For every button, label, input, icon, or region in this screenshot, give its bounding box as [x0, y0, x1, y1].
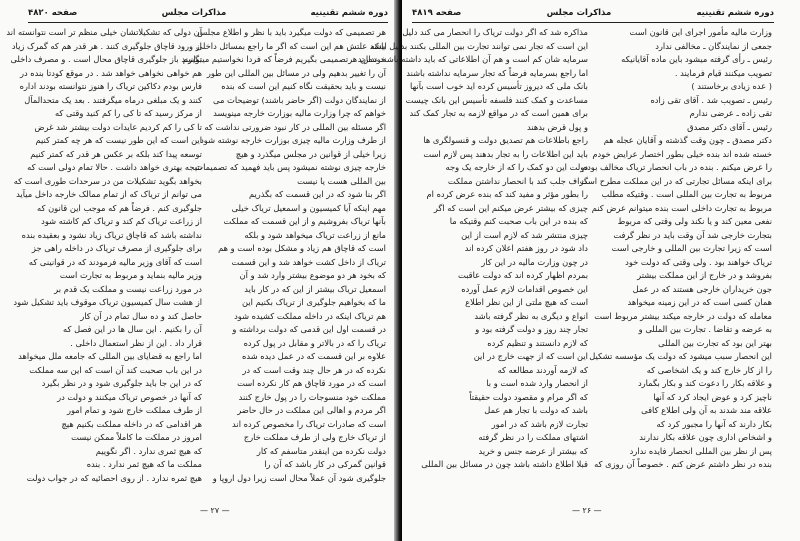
text-line: جون خریداران خارجی هستند که در عمل: [632, 283, 772, 294]
text-line: تریاک را که در بالاتر و مقابل در پول کرده: [243, 337, 386, 348]
text-line: جمعی از نمایندگان ـ مخالفی ندارد: [655, 40, 772, 51]
text-line: از انحصار وارد شده است و با: [486, 378, 588, 388]
text-line: گزاف جلب کند با انحصار نداشتن مملکت: [447, 175, 588, 186]
text-line: مذاکره شد که اگر دولت تریاک را انحصار می کند دلیل: [402, 27, 588, 37]
text-line: اگر مردم و اهالی این مملکت در حال حاضر: [237, 405, 386, 415]
text-line: مملکت ما که هیچ ثمر ندارد . بنده: [86, 459, 202, 469]
text-line: خواهم که چرا وزارت مالیه بوزارت خارجه مینویسد: [213, 108, 386, 118]
text-line: بگیرند باز جلوگیری قاچاق محال است . و مصرف داخلی: [10, 54, 202, 64]
text-line: جلوگیری شود آن عملاً محال است زیرا دول اروپا و: [212, 472, 386, 483]
text-line: نیست و باید بحقیقت نگاه کنیم این است که بنده: [221, 81, 386, 91]
text-line: فارس بودم دکاکین تریاک را هنوز نتوانسته بودند اداره: [19, 81, 202, 91]
page-header: [412, 6, 774, 20]
text-line: چیزی منتشر شد که لازم است از این: [461, 229, 588, 240]
text-line: که بنده در این باب صحبت کنم وقتیکه ما: [449, 216, 588, 226]
text-line: باشد علتش هم این است که اگر ما راجع بمسائل داخلی: [195, 40, 386, 51]
text-line: از مرکز رسید که تا کی را کم کنید وقتی که: [54, 108, 202, 118]
text-line: هر اقدامی که در داخله مملکت بکنیم هیچ: [61, 418, 202, 429]
text-line: اما راجع بسرمایه فرضاً که تجار سرمایه نداشته باشند: [406, 67, 588, 78]
text-line: مربوط به تجارت داخلی است بنده میتوانم عرض کنم: [591, 202, 772, 213]
header-page-number: صفحه ۴۸۲۰: [28, 8, 78, 18]
text-line: حاصل کند و ده سال تمام در آن کار: [80, 310, 202, 321]
text-column-right: [579, 26, 772, 496]
text-line: بخواهد بگوید تشکیلات من در سرحدات طوری است که: [13, 175, 202, 186]
text-line: را بطور مؤثر و مفید کند که بنده عرض کرده ام: [426, 189, 588, 199]
text-line: خسته شده اند بنده خیلی بطور اختصار عرایض خودم: [592, 148, 772, 159]
header-title: مذاکرات مجلس: [161, 8, 227, 18]
text-line: دولت این دو کمک را که از خارجه یک وجه: [445, 162, 588, 172]
text-line: تریاک از داخل کشت خواهد شد و این قسمت: [231, 256, 386, 267]
text-line: این است که از جهت خارج در این: [473, 351, 588, 361]
text-line: که لازم دانستند و تنظیم کرده: [487, 337, 588, 348]
text-line: است که در مورد قاچاق هم کار نکرده است: [237, 378, 386, 388]
text-line: از طرف وزارت مالیه چیزی بوزارت خارجه نوشته شود: [200, 135, 386, 145]
text-line: در چون وزارت مالیه در این کار: [481, 256, 588, 267]
text-line: قوانین گمرکی در کار باشد که آن را: [264, 459, 386, 469]
right-page: [357, 0, 800, 541]
text-line: دکتر مصدق ـ چون وقت گذشته و آقایان عجله هم: [603, 135, 772, 145]
text-line: داد شود در روز هفتم اعلان کرده اند: [464, 243, 588, 253]
text-line: است که آقای وزیر مالیه فرمودند که در قوانینی که: [28, 256, 202, 267]
session-label: دوره ششم تقنینیه: [310, 8, 388, 18]
text-line: انواع و دیگری به نظر گرفته باشد: [474, 310, 588, 321]
text-line: آن را تغییر بدهیم ولی در مسائل بین المللی این طور: [206, 67, 386, 78]
header-rule: [28, 22, 388, 23]
text-line: رئیس ـ آقای دکتر مصدق: [687, 121, 772, 132]
text-line: آن دولی که تشکیلاتشان خیلی منظم تر است نتوانسته اند: [6, 27, 202, 37]
text-line: که در این جا باید جلوگیری شود و در نظر بگیرد: [41, 378, 202, 388]
text-line: رئیس ـ رأی گرفته میشود باین ماده آقایانیکه: [621, 54, 772, 64]
text-line: اگر بنا شود که در این قسمت که بگذریم: [248, 189, 386, 199]
footer-page-number: — ۲۷ —: [200, 506, 230, 515]
text-line: اشتهای مملکت را در نظر گرفته: [478, 432, 588, 442]
footer-page-number: — ۲۶ —: [572, 506, 602, 515]
text-line: از طرف مملکت خارج شود و تمام امور: [66, 405, 202, 415]
text-line: که هیچ ثمری ندارد . اگر نگوییم: [95, 445, 202, 456]
text-line: تا کی را کم کردیم عایدات دولت بیشتر شد غرض: [34, 121, 202, 132]
text-line: از تریاک خارج ولی از طرف مملکت خارج: [243, 432, 386, 442]
text-line: علاقه مند شدند به آن ولی اطلاع کافی: [641, 405, 772, 415]
text-line: از ورود قاچاق جلوگیری کنند . هر قدر هم که گمرک زیاد: [11, 40, 202, 51]
text-line: مهم اینکه آیا کمیسیون و اسمعیل تریاک خیلی: [231, 202, 386, 213]
text-line: تجار چند روز و دولت گرفته بود و: [475, 324, 588, 334]
text-line: بآنها تریاک بفروشیم و از این قسمت که مملکت: [223, 216, 386, 226]
text-line: و علاقه بکار را دعوت کند و بکار بگمارد: [637, 378, 772, 388]
text-line: این خصوص اقدامات لازم عمل آورده: [461, 283, 588, 294]
session-label: دوره ششم تقنینیه: [696, 8, 774, 18]
text-line: بفروشد و در خارج از این مملکت بیشتر: [637, 270, 772, 280]
text-line: باشد که دولت با تجار هم عمل: [484, 405, 588, 415]
text-line: و اشخاص اداری چون علاقه بکار ندارند: [639, 432, 772, 442]
text-line: باید این اطلاعات را به تجار بدهند پس لازم است: [423, 148, 588, 159]
text-column-left: [357, 26, 588, 496]
text-line: رئیس ـ تصویب شد . آقای تقی زاده: [650, 94, 772, 105]
text-line: بکار دارند که آنها را مجبور کرد که: [656, 418, 772, 429]
text-line: هم خواهی نخواهی خواهد شد . در موقع کودتا بنده در: [19, 67, 202, 78]
text-line: این انحصار سبب میشود که دولت یک مؤسسه تشکیل: [589, 351, 772, 361]
text-line: قبلا اطلاع داشته باشد چون در مسائل بین المللی: [421, 459, 588, 469]
text-line: توسعه پیدا کند بلکه بر عکس هر قدر که کمتر کنیم: [30, 148, 202, 159]
text-line: این است که تجار نمی توانند تجارت بین المللی بکنند بدلیل اینکه: [370, 40, 588, 51]
text-line: می توانم از تریاک که از تمام ممالک خارجه داخل میآید: [16, 189, 202, 199]
text-line: تجارت لازم باشد که در امور: [491, 418, 588, 429]
text-line: برای جلوگیری از مصرف تریاک در داخله راهی جز: [31, 243, 202, 253]
text-line: مربوط به تجارت بین المللی است . وقتیکه مطلب: [601, 189, 772, 199]
text-line: از هشت سال کمیسیون تریاک موقوف باید تشکیل شود: [13, 297, 202, 307]
text-line: بین المللی هست یا نیست: [297, 175, 386, 186]
text-line: آن را بکنیم . این سال ها در این فصل که: [63, 324, 202, 334]
text-line: وزیر مالیه بنماید و مربوط به تجارت است: [59, 270, 202, 280]
text-line: بانک ملی که دیروز تأسیس کرده اید خوب است بآنها: [410, 81, 588, 91]
text-line: برای همین است که در مواقع لازمه به تجار کمک کند: [409, 108, 588, 118]
text-line: بنده در نظر داشتم عرض کنم . خصوصاً آن روزی که: [594, 459, 772, 469]
text-line: برای اینکه مسائل تجارتی که در این مملکت مطرح است: [579, 175, 772, 186]
page-header: [28, 6, 388, 20]
text-line: هر تصمیمی که دولت میگیرد باید با نظر و اطلاع مجلس: [197, 27, 386, 37]
text-line: تقی زاده ـ عرضی ندارم: [689, 108, 772, 118]
text-line: که لازمه آوردند مطالعه که: [497, 364, 588, 375]
text-line: ( عده زیادی برخاستند ): [691, 81, 772, 91]
text-line: بمردم اظهار کرده اند که دولت عاقبت: [457, 270, 588, 280]
text-line: را از کار خارج کند و یک اشخاصی که: [646, 364, 772, 375]
text-line: به عرضه و تقاضا . تجارت بین المللی و: [638, 324, 772, 334]
text-line: در مورد زراعت نیست و مملکت یک قدم بر: [54, 283, 202, 294]
text-line: همان کسی است که در این زمینه میخواهد: [627, 297, 772, 307]
text-line: زیرا خیلی از قوانین در مجلس میگذرد و هیچ: [235, 148, 386, 159]
text-column-right: [182, 26, 386, 496]
text-line: خارجه چیزی نوشته نمیشود پس باید فهمید که تصمیمات: [195, 162, 386, 172]
text-line: مساعدت و کمک کنند فلسفه تأسیس این بانک چیست: [405, 94, 588, 105]
text-line: هم تریاک اینکه در داخله مملکت کشیده شود: [234, 310, 386, 321]
text-line: بتجارت خارجی شد آن وقت باید در نظر گرفت: [613, 229, 772, 240]
text-line: را عرض میکنم . بنده در باب انحصار تریاک مخالف بودم: [581, 162, 772, 172]
text-line: خودمان هرتصمیمی بگیریم فرضاً که فردا نخواستیم میتوانیم: [182, 54, 386, 64]
text-line: علاوه بر این قسمت که در عمل دیده شده: [242, 351, 386, 361]
text-line: مملکت خود منسوجات را در پول خارج کنند: [238, 391, 386, 402]
header-rule: [412, 22, 774, 23]
text-line: این است که این طور نیست که هر چه کمتر کنیم: [35, 135, 202, 145]
text-line: است که هیچ ملتی از این نظر اطلاع: [465, 297, 588, 307]
text-line: اسمعیل تریاک بیشتر از این که در کار باید: [244, 283, 386, 294]
text-line: وزارت مالیه مأمور اجرای این قانون است: [629, 27, 772, 37]
text-line: مانع از زراعت تریاک میخواهد شود و بلکه: [244, 229, 386, 240]
text-line: که بیشتر از عرضه جنس و خرید: [478, 445, 588, 456]
text-line: است که قاچاق هم زیاد و مشکل بوده است و هم: [218, 243, 386, 253]
text-line: معامله که دولت در خارجه میکند بیشتر مربوط است: [594, 310, 772, 321]
text-line: و پول قرض بدهند: [526, 121, 588, 132]
text-line: پس از نظر بین المللی انحصار فایده ندارد: [629, 445, 772, 456]
text-line: که بخود هر دو موضوع بیشتر وارد شد و آن: [239, 270, 386, 280]
text-line: بهتر این بود که تجارت بین المللی: [658, 337, 772, 348]
text-column-left: [6, 26, 202, 496]
left-page: [0, 0, 398, 541]
text-line: دولت نکرده من اینقدر متاسفم که کار: [256, 445, 386, 456]
text-line: نفعی معین کند و یا نکند ولی وقتی که مربوط: [617, 216, 772, 226]
text-line: ما که بخواهیم جلوگیری از تریاک بکنیم این: [242, 297, 386, 307]
text-line: تصویب میکنند قیام فرمایند .: [674, 67, 772, 78]
text-line: است که صادرات تریاک را مخصوص کرده اند: [232, 418, 386, 429]
text-line: اما راجع به قضایای بین المللی که جامعه ملل میخواهد: [18, 351, 202, 361]
text-line: نتیجه بهتری خواهد داشت . حالا تمام دولی است که: [27, 162, 202, 172]
text-line: که اگر مرام و مقصود دولت حقیقتاً: [469, 391, 588, 402]
text-line: امروز در مملکت ما کاملاً ممکن نیست: [71, 432, 202, 442]
text-line: جلوگیری کنم . فرضاً هم که موجب این قانون که: [37, 202, 202, 213]
text-line: هیچ ثمره ندارد . از روی احصائیه که در جواب دولت: [26, 472, 202, 483]
text-line: نکرده که در هر حال چند وقت است که در: [242, 364, 386, 375]
header-page-number: صفحه ۴۸۱۹: [412, 8, 462, 18]
text-line: قرار داد . این از نظر استعمال داخلی .: [70, 337, 202, 348]
text-line: کنند و یک مبلغی درماه میگرفتند . بعد یک متحدالمآل: [24, 94, 202, 105]
text-line: از نمایندگان دولت (اگر حاضر باشند) توضیحات می: [213, 94, 386, 105]
text-line: است که زیرا تجارت بین المللی و خارجی است: [611, 243, 772, 253]
text-line: نداشته باشد که قاچاق تریاک زیاد نشود و بعقیده بنده: [21, 229, 202, 240]
text-line: چیزی که بیشتر عرض میکنم این است که اگر: [433, 202, 588, 213]
text-line: که آنها در خصوص تریاک میکنند و دولت در: [57, 391, 202, 402]
text-line: تریاک خواهند بود . ولی وقتی که دولت خود: [625, 256, 772, 267]
text-line: سرمایه شان کم است و هم آن اطلاعاتی که باید داشته باشند ندارند: [357, 54, 588, 64]
text-line: در قسمت اول این قدمی که دولت برداشته و: [232, 324, 386, 334]
text-line: اگر مسئله بین المللی در کار نبود ضرورتی نداشت که: [204, 121, 386, 132]
text-line: از زراعت تریاک کم کند و تریاک کم کاشته شود: [41, 216, 202, 226]
header-title: مذاکرات مجلس: [546, 8, 612, 18]
text-line: ناچیز کرد و عوض ایجاد کرد که آنها: [653, 391, 772, 402]
text-line: راجع باطلاعات هم تصدیق دولت و قنسولگری ها: [423, 135, 588, 145]
text-line: در این باب صحبت کند آن است که این سه مملکت: [29, 364, 202, 375]
